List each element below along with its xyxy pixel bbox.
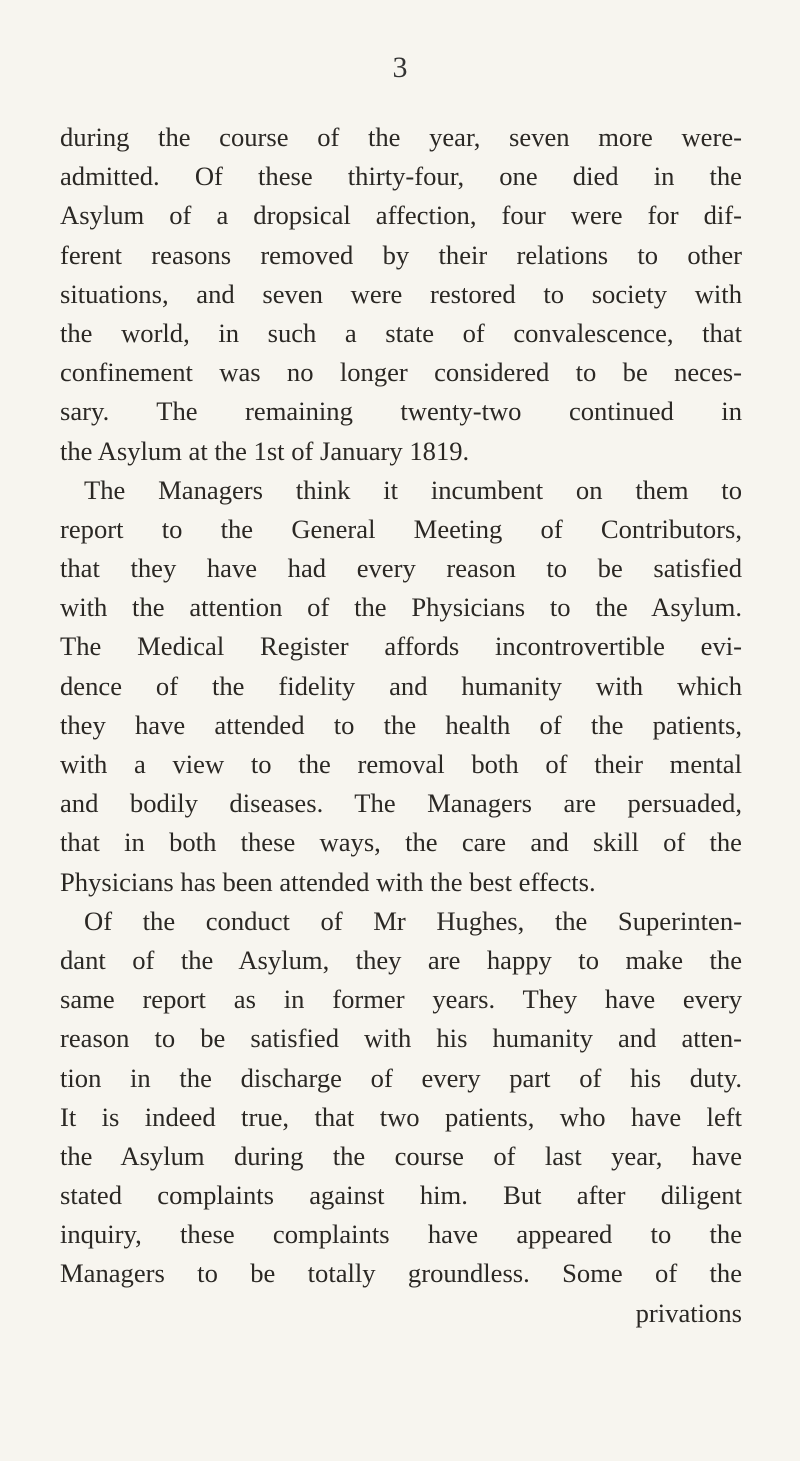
text-line: inquiry, these complaints have appeared to the (60, 1219, 742, 1250)
text-line: Managers to be totally groundless. Some of the (60, 1258, 742, 1289)
text-line: that they have had every reason to be satisfied (60, 553, 742, 584)
text-line: that in both these ways, the care and skill of the (60, 827, 742, 858)
body-text (60, 118, 742, 1333)
text-line: Of the conduct of Mr Hughes, the Superinten- (84, 905, 742, 936)
text-line: situations, and seven were restored to society with (60, 278, 742, 309)
page-number: 3 (392, 51, 408, 84)
text-line: The Medical Register affords incontrovertible evi- (60, 631, 742, 662)
text-line: admitted. Of these thirty-four, one died in the (60, 161, 742, 192)
catchword: privations (635, 1297, 742, 1328)
text-line: Asylum of a dropsical affection, four were for dif- (60, 200, 742, 231)
text-line: It is indeed true, that two patients, who have left (60, 1101, 742, 1132)
text-line: dant of the Asylum, they are happy to make the (60, 944, 742, 975)
text-line: confinement was no longer considered to be neces- (60, 357, 742, 388)
text-line: with a view to the removal both of their mental (60, 749, 742, 779)
text-line: the world, in such a state of convalescence, that (60, 317, 742, 348)
text-line: tion in the discharge of every part of his duty. (60, 1062, 742, 1093)
text-line: sary. The remaining twenty-two continued in (60, 396, 742, 427)
text-line: dence of the fidelity and humanity with which (60, 670, 742, 701)
text-line: they have attended to the health of the patients, (60, 709, 742, 740)
text-line: same report as in former years. They have every (60, 984, 742, 1015)
text-line: Physicians has been attended with the best effects. (60, 866, 596, 897)
text-line: the Asylum at the 1st of January 1819. (60, 435, 470, 466)
text-line: and bodily diseases. The Managers are persuaded, (60, 788, 742, 819)
text-line: with the attention of the Physicians to the Asylum. (60, 592, 742, 623)
text-line: during the course of the year, seven more were- (60, 122, 742, 152)
text-line: stated complaints against him. But after diligent (60, 1180, 742, 1211)
text-line: the Asylum during the course of last year, have (60, 1140, 742, 1171)
text-line: report to the General Meeting of Contributors, (60, 513, 742, 544)
text-line: ferent reasons removed by their relations to other (60, 239, 742, 270)
text-line: The Managers think it incumbent on them to (84, 474, 742, 505)
text-line: reason to be satisfied with his humanity and atten- (60, 1023, 742, 1054)
